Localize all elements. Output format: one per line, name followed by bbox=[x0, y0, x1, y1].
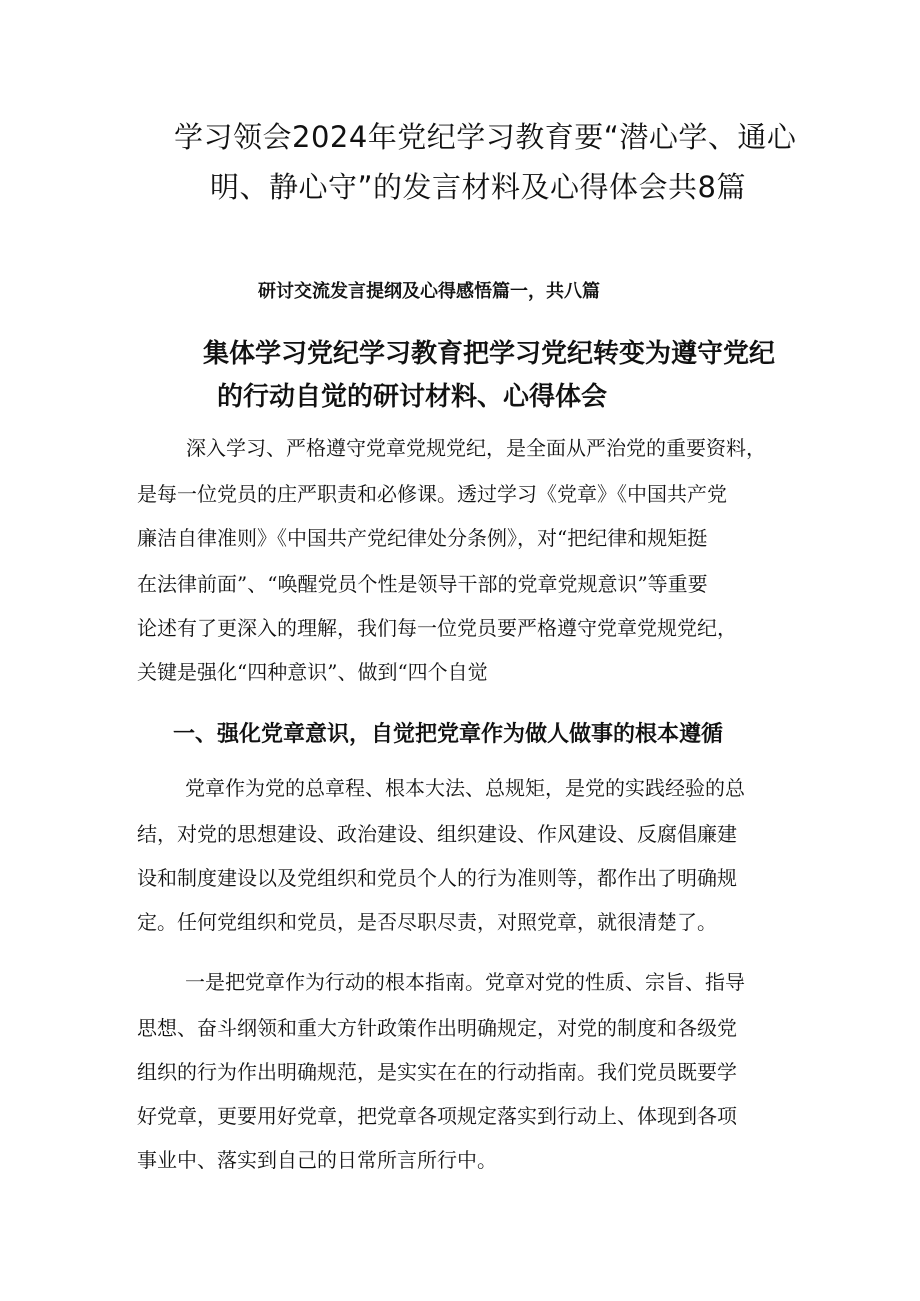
section-1-heading: 一、强化党章意识，自觉把党章作为做人做事的根本遵循 bbox=[173, 722, 724, 747]
paragraph-line: 定。任何党组织和党员，是否尽职尽责，对照党章，就很清楚了。 bbox=[137, 910, 717, 934]
series-subheading: 研讨交流发言提纲及心得感悟篇一，共八篇 bbox=[258, 281, 600, 302]
paragraph-line: 关键是强化“四种意识”、做到“四个自觉 bbox=[137, 660, 488, 684]
document-title-line-1: 学习领会2024年党纪学习教育要“潜心学、通心 bbox=[174, 120, 797, 154]
document-title-line-2: 明、静心守”的发言材料及心得体会共8篇 bbox=[210, 170, 746, 204]
paragraph-line: 好党章，更要用好党章，把党章各项规定落实到行动上、体现到各项 bbox=[137, 1104, 737, 1128]
paragraph-line: 组织的行为作出明确规范，是实实在在的行动指南。我们党员既要学 bbox=[137, 1060, 737, 1084]
article-title-line-2: 的行动自觉的研讨材料、心得体会 bbox=[217, 382, 608, 412]
paragraph-line: 党章作为党的总章程、根本大法、总规矩，是党的实践经验的总 bbox=[185, 776, 745, 800]
paragraph-line: 思想、奋斗纲领和重大方针政策作出明确规定，对党的制度和各级党 bbox=[137, 1016, 737, 1040]
paragraph-line: 深入学习、严格遵守党章党规党纪，是全面从严治党的重要资料， bbox=[186, 436, 766, 460]
paragraph-line: 论述有了更深入的理解，我们每一位党员要严格遵守党章党规党纪， bbox=[137, 616, 737, 640]
paragraph-line: 在法律前面”、“唤醒党员个性是领导干部的党章党规意识”等重要 bbox=[137, 572, 708, 596]
paragraph-line: 是每一位党员的庄严职责和必修课。透过学习《党章》《中国共产党 bbox=[137, 482, 727, 506]
paragraph-line: 事业中、落实到自己的日常所言所行中。 bbox=[137, 1148, 497, 1172]
article-title-line-1: 集体学习党纪学习教育把学习党纪转变为遵守党纪 bbox=[203, 339, 776, 369]
paragraph-line: 设和制度建设以及党组织和党员个人的行为准则等，都作出了明确规 bbox=[137, 866, 737, 890]
paragraph-line: 廉洁自律准则》《中国共产党纪律处分条例》，对“把纪律和规矩挺 bbox=[137, 526, 708, 550]
paragraph-line: 结，对党的思想建设、政治建设、组织建设、作风建设、反腐倡廉建 bbox=[137, 822, 737, 846]
paragraph-line: 一是把党章作为行动的根本指南。党章对党的性质、宗旨、指导 bbox=[185, 970, 745, 994]
